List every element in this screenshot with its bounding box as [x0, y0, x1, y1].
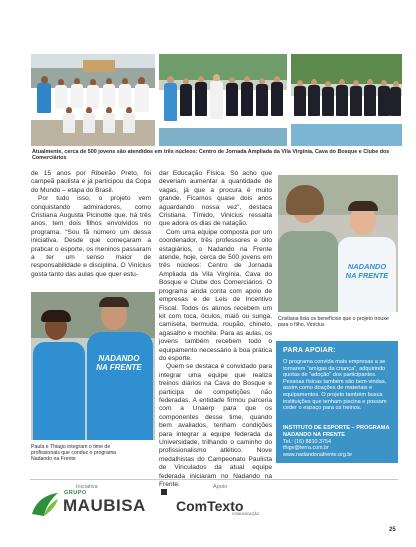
iniciativa-label: Iniciativa	[76, 484, 98, 490]
maubisa-grupo: GRUPO	[64, 490, 87, 496]
maubisa-logo	[30, 488, 150, 520]
paragraph: Com uma equipe composta por um coordenador, três professores e oito estagiários, o Nadando na Frente atende, hoje, cerca de 500 jovens em três núcleos: Centro de Jornada Ampliada da Vila Virgínia, Cava do Bosque e Clube dos Comerciários. O programa ainda conta com apoio de empresas e de Leis de Incentivo Fiscal. Todos os alunos recebem um kit com toca, óculos, maiô ou sunga, camiseta, bermuda, roupão, chinelo, agasalho e mochila. Para as aulas, os jovens também recebem todo o equipamento necessário à boa prática do esporte.	[159, 228, 272, 362]
photo-team-2	[159, 54, 287, 146]
caption-paula-thiago: Paula e Thiago integram o time de profissionais que conduz o programa Nadando na Frente	[31, 444, 117, 463]
article-column-1	[31, 170, 151, 279]
support-text: O programa convida mais empresas a se tornarem “amigas da criança”, adquirindo quotas de “adoção” dos participantes. Pessoas físicas também são bem-vindas, assim como doações de materiais e equipamentos. O projeto também busca instituições que tenham piscina e possam ceder o espaço para os treinos.	[283, 359, 387, 412]
paragraph: dar Educação Física. Só acho que deveriam aumentar a quantidade de vagas, já que a procura é muito grande. Ficamos quase dois anos aguardando nossa vez”, destaca Cristiana. Tímido, Vinicius ressalta que adora os dias de natação.	[159, 170, 272, 228]
apoio-label: Apoio	[213, 484, 228, 490]
maubisa-leaf-icon	[30, 490, 60, 518]
support-site[interactable]: www.nadandonafrente.org.br	[283, 451, 353, 458]
footer-divider	[30, 479, 398, 480]
paragraph: Quem se destaca é convidado para integrar uma equipe que realiza treinos diários na Cava do Bosque e participa de competições não federadas. A entidade firmou parceria com a Unaerp para que os componentes desse time, quando bem avaliados, tenham condições para integrar a equipe federada da Universidade, trilhando o caminho do profissionalismo atlético. Nove medalhistas do Campeonato Paulista de Vinculados da atual equipe federada iniciaram no Nadando na Frente.	[159, 363, 272, 489]
photo-paula-thiago	[31, 292, 155, 440]
comtexto-sub: COMUNICAÇÃO	[232, 512, 260, 516]
support-box	[276, 341, 398, 463]
end-mark-icon	[161, 489, 167, 495]
article-column-2	[159, 170, 272, 498]
support-contact	[283, 439, 395, 458]
support-phone: Tel.: (16) 8810.3754	[283, 439, 331, 445]
paragraph: Por tudo isso, o projeto vem conquistando admiradores, como Cristiana Augusta Picinotte que, há três anos, tem dois filhos envolvidos no programa. “Sou fã número um dessa iniciativa. Desde que começaram a praticar o esporte, os meninos passaram a ter um senso maior de responsabilidade e disciplina. O Vinícius gosta tanto das aulas que quer estu-	[31, 195, 151, 278]
photo-caption: Atualmente, cerca de 500 jovens são atendidos em três núcleos: Centro de Jornada Ampliada da Vila Virgínia, Cava do Bosque e Clube dos Comerciários	[32, 149, 390, 162]
support-title: PARA APOIAR:	[283, 347, 336, 354]
photo-team-3	[291, 54, 402, 146]
comtexto-name: ComTexto	[176, 498, 244, 514]
support-email[interactable]: thigv@terra.com.br	[283, 445, 329, 452]
comtexto-logo	[176, 498, 266, 520]
photo-team-1	[31, 54, 155, 146]
page-number: 25	[389, 527, 396, 533]
shirt-logo-text: NADANDO NA FRENTE	[345, 262, 389, 280]
caption-cristiana: Cristiana lista os benefícios que o projeto trouxe para o filho, Vinícius	[278, 316, 389, 329]
photo-cristiana-vinicius	[278, 175, 398, 312]
shirt-logo-text: NADANDO NA FRENTE	[96, 354, 142, 372]
maubisa-name: MAUBISA	[63, 496, 146, 515]
paragraph: de 15 anos por Ribeirão Preto, foi campeã paulista e já participou da Copa do Mundo – etapa do Brasil.	[31, 170, 151, 194]
support-org: INSTITUTO DE ESPORTE – PROGRAMA NADANDO NA FRENTE	[283, 425, 390, 438]
